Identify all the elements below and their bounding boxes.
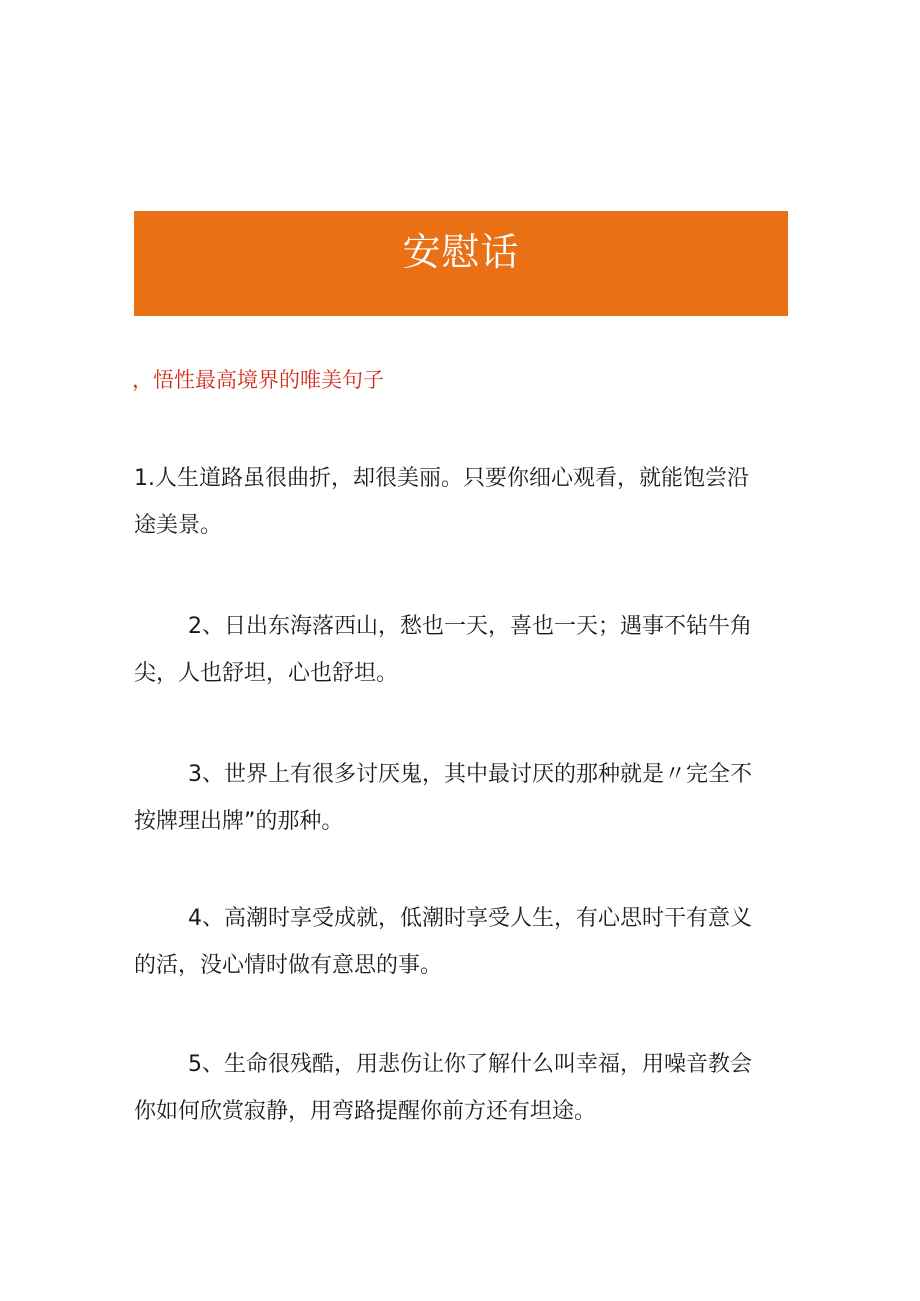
paragraph-4	[134, 895, 788, 989]
paragraph-line: 途美景。	[134, 513, 223, 538]
paragraph-2	[134, 603, 788, 697]
paragraph-line: 你如何欣赏寂静，用弯路提醒你前方还有坦途。	[134, 1099, 597, 1124]
paragraph-5	[134, 1041, 788, 1135]
paragraph-line: 按牌理出牌”的那种。	[134, 809, 344, 834]
paragraph-line: 1.人生道路虽很曲折，却很美丽。只要你细心观看，就能饱尝沿	[134, 466, 749, 491]
subtitle: ，悟性最高境界的唯美句子	[132, 368, 384, 392]
paragraph-1	[134, 455, 788, 549]
paragraph-3	[134, 751, 788, 845]
paragraph-line: 的活，没心情时做有意思的事。	[134, 953, 443, 978]
paragraph-line: 尖，人也舒坦，心也舒坦。	[134, 661, 399, 686]
paragraph-line: 4、高潮时享受成就，低潮时享受人生，有心思时干有意义	[188, 906, 752, 931]
paragraph-line: 5、生命很残酷，用悲伤让你了解什么叫幸福，用噪音教会	[188, 1052, 752, 1077]
page-title: 安慰话	[402, 230, 520, 274]
paragraph-line: 2、日出东海落西山，愁也一天，喜也一天；遇事不钻牛角	[188, 614, 752, 639]
paragraph-line: 3、世界上有很多讨厌鬼，其中最讨厌的那种就是〃完全不	[188, 762, 752, 787]
title-banner	[134, 211, 788, 316]
